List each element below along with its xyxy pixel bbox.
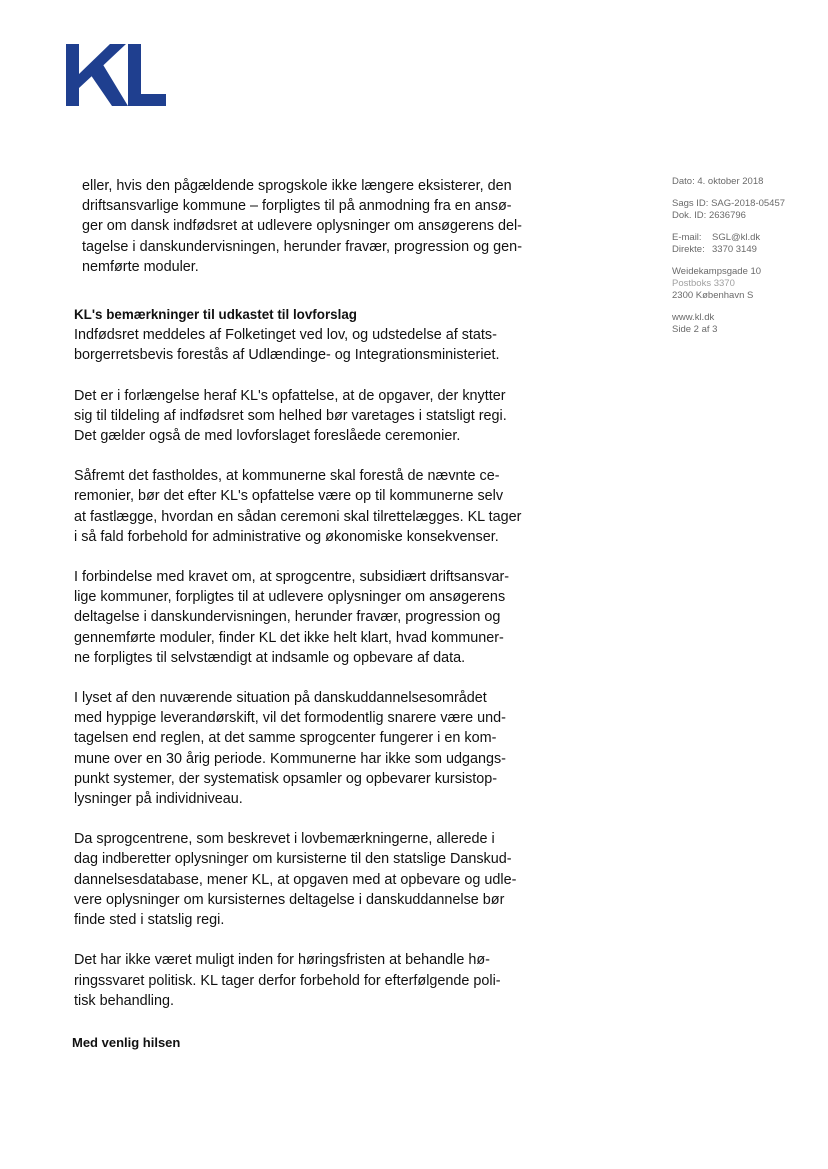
text-line: Da sprogcentrene, som beskrevet i lovbemærkningerne, allerede i [74,831,495,848]
paragraph-6 [74,688,554,809]
text-line: Det er i forlængelse heraf KL's opfattelse, at de opgaver, der knytter [74,387,506,404]
meta-email: E-mail: SGL@kl.dk [672,232,761,243]
text-line: at fastlægge, hvordan en sådan ceremoni skal tilrettelægges. KL tager [74,508,522,525]
meta-address-street: Weidekampsgade 10 [672,266,762,277]
text-line: dag indberetter oplysninger om kursisterne til den statslige Danskud- [74,851,512,868]
text-line: tisk behandling. [74,992,175,1009]
text-line: borgerretsbevis forestås af Udlændinge- og Integrationsministeriet. [74,347,500,364]
text-line: tagelsen end reglen, at det samme sprogcenter fungerer i en kom- [74,730,497,747]
paragraph-2 [74,305,554,366]
meta-ids-group [672,198,822,222]
meta-address-postbox: Postboks 3370 [672,278,735,289]
paragraph-3 [74,386,554,447]
letter-meta [672,176,822,346]
text-line: lysninger på individniveau. [74,791,243,808]
text-line: med hyppige leverandørskift, vil det formodentlig snarere være und- [74,710,506,727]
paragraph-4 [74,466,554,547]
text-line: remonier, bør det efter KL's opfattelse være op til kommunerne selv [74,488,504,505]
meta-web: www.kl.dk [672,312,715,323]
section-heading: KL's bemærkninger til udkastet til lovforslag [74,307,357,323]
text-line: sig til tildeling af indfødsret som helhed bør varetages i statsligt regi. [74,407,507,424]
text-line: Det har ikke været muligt inden for høringsfristen at behandle hø- [74,952,490,969]
text-line: ringssvaret politisk. KL tager derfor forbehold for efterfølgende poli- [74,972,501,989]
meta-sags-id: Sags ID: SAG-2018-05457 [672,198,786,209]
closing-greeting: Med venlig hilsen [72,1035,181,1050]
text-line: Såfremt det fastholdes, at kommunerne skal forestå de nævnte ce- [74,468,500,485]
text-line: punkt systemer, der systematisk opsamler og opbevarer kursistop- [74,770,498,787]
text-line: lige kommuner, forpligtes til at udlevere oplysninger om ansøgerens [74,589,506,606]
text-line: i så fald forbehold for administrative og økonomiske konsekvenser. [74,528,499,545]
text-line: dannelsesdatabase, mener KL, at opgaven med at opbevare og udle- [74,871,517,888]
meta-page-number: Side 2 af 3 [672,324,718,335]
paragraph-7 [74,829,554,930]
text-line: Indfødsret meddeles af Folketinget ved lov, og udstedelse af stats- [74,327,497,344]
meta-address-group [672,266,822,302]
meta-direkte: Direkte: 3370 3149 [672,244,757,255]
kl-logo-graphic [66,44,166,106]
meta-dok-id: Dok. ID: 2636796 [672,210,746,221]
text-line: eller, hvis den pågældende sprogskole ikke længere eksisterer, den [82,178,512,194]
meta-address-city: 2300 København S [672,290,754,301]
text-line: gennemførte moduler, finder KL det ikke helt klart, hvad kommuner- [74,629,504,646]
paragraph-5 [74,567,554,668]
text-line: ger om dansk indfødsret at udlevere oplysninger om ansøgerens del- [82,218,522,235]
text-line: Det gælder også de med lovforslaget foreslåede ceremonier. [74,428,461,445]
letter-body [74,176,554,1031]
meta-date-group [672,176,822,188]
text-line: vere oplysninger om kursisternes deltagelse i danskuddannelse bør [74,891,505,908]
text-line: mune over en 30 årig periode. Kommunerne har ikke som udgangs- [74,750,506,767]
text-line: ne forpligtes til selvstændigt at indsamle og opbevare af data. [74,649,466,666]
text-line: nemførte moduler. [82,258,199,275]
kl-logo [66,44,166,106]
meta-web-group [672,312,822,336]
paragraph-1 [74,176,554,277]
meta-date: Dato: 4. oktober 2018 [672,176,764,187]
text-line: I lyset af den nuværende situation på danskuddannelsesområdet [74,690,487,707]
text-line: finde sted i statslig regi. [74,912,225,929]
text-line: tagelse i danskundervisningen, herunder fravær, progression og gen- [82,238,522,255]
text-line: driftsansvarlige kommune – forpligtes til på anmodning fra en ansø- [82,198,512,215]
text-line: deltagelse i danskundervisningen, herunder fravær, progression og [74,609,501,626]
paragraph-8 [74,950,554,1011]
text-line: I forbindelse med kravet om, at sprogcentre, subsidiært driftsansvar- [74,569,510,586]
meta-contact-group [672,232,822,256]
